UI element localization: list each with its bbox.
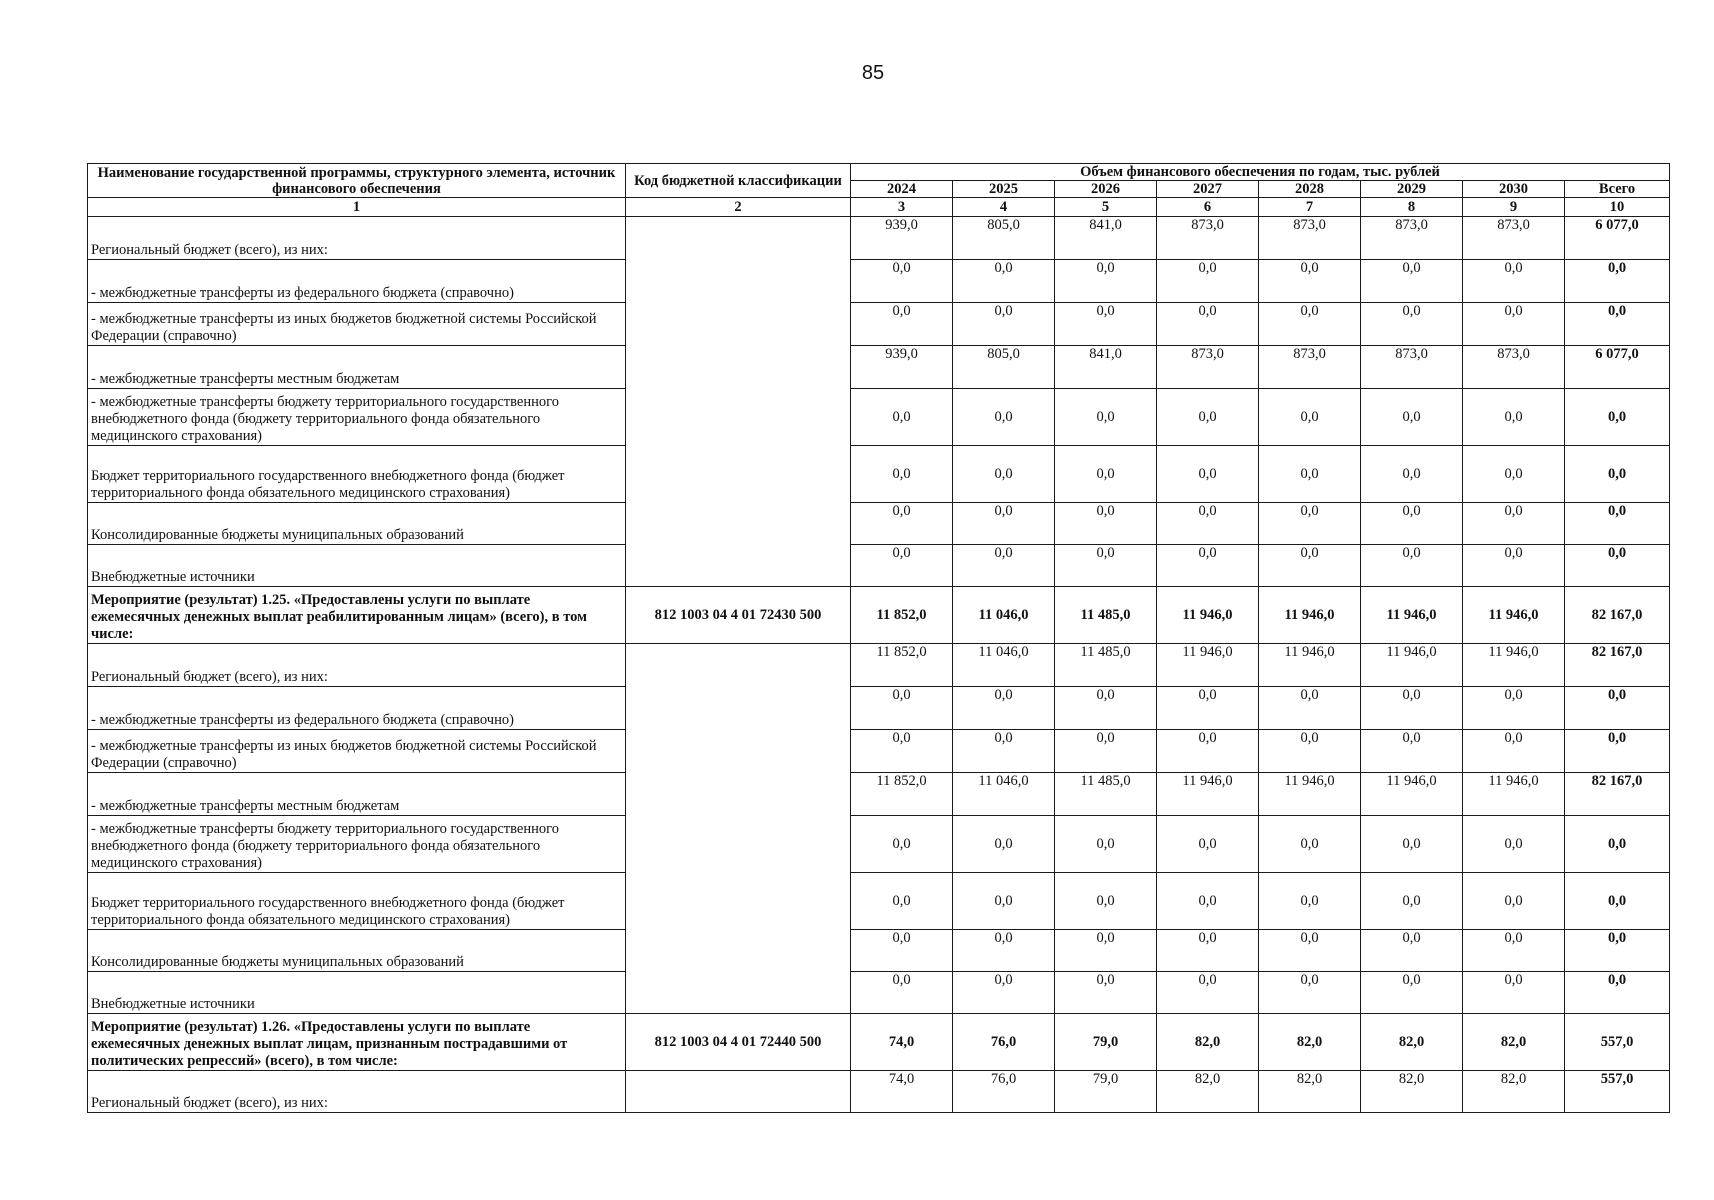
row-year-value: 0,0 xyxy=(1361,503,1463,545)
header-year: 2027 xyxy=(1157,181,1259,198)
row-year-value: 79,0 xyxy=(1055,1014,1157,1071)
row-name: - межбюджетные трансферты бюджету территориального государственного внебюджетного фонда (бюджету территориального фонда обязательного медицинского страхования) xyxy=(88,389,626,446)
row-year-value: 11 946,0 xyxy=(1259,644,1361,687)
row-year-value: 0,0 xyxy=(1361,816,1463,873)
row-year-value: 11 946,0 xyxy=(1361,773,1463,816)
column-number: 3 xyxy=(851,198,953,217)
row-year-value: 0,0 xyxy=(1157,930,1259,972)
row-year-value: 0,0 xyxy=(1361,730,1463,773)
header-financing-group: Объем финансового обеспечения по годам, тыс. рублей xyxy=(851,164,1670,181)
page-number: 85 xyxy=(861,62,885,84)
row-year-value: 0,0 xyxy=(851,687,953,730)
row-year-value: 0,0 xyxy=(1361,303,1463,346)
row-year-value: 0,0 xyxy=(1463,446,1565,503)
table-row xyxy=(88,1071,1670,1113)
row-year-value: 0,0 xyxy=(953,816,1055,873)
row-year-value: 0,0 xyxy=(1259,545,1361,587)
row-name: Региональный бюджет (всего), из них: xyxy=(88,1071,626,1113)
row-year-value: 0,0 xyxy=(1157,303,1259,346)
row-year-value: 11 852,0 xyxy=(851,773,953,816)
row-year-value: 0,0 xyxy=(953,730,1055,773)
row-year-value: 11 852,0 xyxy=(851,644,953,687)
row-year-value: 0,0 xyxy=(953,972,1055,1014)
row-year-value: 0,0 xyxy=(1157,389,1259,446)
row-name: Внебюджетные источники xyxy=(88,545,626,587)
row-year-value: 11 485,0 xyxy=(1055,644,1157,687)
row-year-value: 0,0 xyxy=(953,687,1055,730)
row-name: - межбюджетные трансферты из иных бюджетов бюджетной системы Российской Федерации (справочно) xyxy=(88,730,626,773)
row-name: Мероприятие (результат) 1.26. «Предоставлены услуги по выплате ежемесячных денежных выплат лицам, признанным пострадавшими от политических репрессий» (всего), в том числе: xyxy=(88,1014,626,1071)
row-year-value: 0,0 xyxy=(1157,873,1259,930)
table-row-measure xyxy=(88,1014,1670,1071)
row-year-value: 11 946,0 xyxy=(1361,587,1463,644)
column-number: 1 xyxy=(88,198,626,217)
header-year: 2030 xyxy=(1463,181,1565,198)
header-year: 2024 xyxy=(851,181,953,198)
table-row xyxy=(88,260,1670,303)
row-year-value: 0,0 xyxy=(1361,687,1463,730)
row-year-value: 0,0 xyxy=(1055,303,1157,346)
row-year-value: 0,0 xyxy=(1463,816,1565,873)
row-year-value: 0,0 xyxy=(1259,816,1361,873)
column-number: 7 xyxy=(1259,198,1361,217)
row-total-value: 82 167,0 xyxy=(1565,773,1670,816)
row-total-value: 0,0 xyxy=(1565,930,1670,972)
row-year-value: 0,0 xyxy=(1157,972,1259,1014)
row-budget-code xyxy=(626,217,851,587)
row-year-value: 74,0 xyxy=(851,1014,953,1071)
row-year-value: 11 946,0 xyxy=(1157,773,1259,816)
row-year-value: 0,0 xyxy=(953,389,1055,446)
table-row xyxy=(88,773,1670,816)
header-year: 2028 xyxy=(1259,181,1361,198)
row-year-value: 0,0 xyxy=(851,972,953,1014)
row-total-value: 82 167,0 xyxy=(1565,587,1670,644)
row-total-value: 82 167,0 xyxy=(1565,644,1670,687)
row-total-value: 0,0 xyxy=(1565,545,1670,587)
row-year-value: 0,0 xyxy=(1259,446,1361,503)
row-year-value: 11 946,0 xyxy=(1361,644,1463,687)
row-year-value: 11 946,0 xyxy=(1259,773,1361,816)
row-year-value: 0,0 xyxy=(953,260,1055,303)
row-name: Внебюджетные источники xyxy=(88,972,626,1014)
row-year-value: 0,0 xyxy=(1463,389,1565,446)
row-name: Бюджет территориального государственного внебюджетного фонда (бюджет территориального фонда обязательного медицинского страхования) xyxy=(88,873,626,930)
row-year-value: 0,0 xyxy=(1463,730,1565,773)
row-year-value: 873,0 xyxy=(1361,217,1463,260)
row-year-value: 0,0 xyxy=(1259,873,1361,930)
row-year-value: 0,0 xyxy=(1463,260,1565,303)
row-year-value: 0,0 xyxy=(953,303,1055,346)
row-year-value: 0,0 xyxy=(1055,930,1157,972)
row-name: - межбюджетные трансферты из иных бюджетов бюджетной системы Российской Федерации (справочно) xyxy=(88,303,626,346)
column-number: 6 xyxy=(1157,198,1259,217)
row-year-value: 0,0 xyxy=(1055,503,1157,545)
row-total-value: 0,0 xyxy=(1565,687,1670,730)
financing-table xyxy=(87,163,1670,1113)
row-name: Консолидированные бюджеты муниципальных образований xyxy=(88,503,626,545)
row-name: Бюджет территориального государственного внебюджетного фонда (бюджет территориального фонда обязательного медицинского страхования) xyxy=(88,446,626,503)
row-total-value: 0,0 xyxy=(1565,873,1670,930)
row-year-value: 76,0 xyxy=(953,1014,1055,1071)
row-name: - межбюджетные трансферты местным бюджетам xyxy=(88,773,626,816)
row-budget-code xyxy=(626,1071,851,1113)
row-year-value: 0,0 xyxy=(1157,730,1259,773)
row-year-value: 82,0 xyxy=(1463,1014,1565,1071)
column-number: 5 xyxy=(1055,198,1157,217)
table-row xyxy=(88,446,1670,503)
row-year-value: 0,0 xyxy=(851,260,953,303)
row-year-value: 11 946,0 xyxy=(1463,773,1565,816)
row-year-value: 0,0 xyxy=(851,730,953,773)
row-year-value: 0,0 xyxy=(1463,972,1565,1014)
table-row-measure xyxy=(88,587,1670,644)
table-body xyxy=(88,217,1670,1113)
row-year-value: 11 485,0 xyxy=(1055,773,1157,816)
row-year-value: 11 485,0 xyxy=(1055,587,1157,644)
table-row xyxy=(88,545,1670,587)
table-row xyxy=(88,930,1670,972)
row-total-value: 0,0 xyxy=(1565,303,1670,346)
column-number: 2 xyxy=(626,198,851,217)
row-year-value: 82,0 xyxy=(1463,1071,1565,1113)
table-row xyxy=(88,346,1670,389)
row-budget-code: 812 1003 04 4 01 72440 500 xyxy=(626,1014,851,1071)
row-budget-code xyxy=(626,644,851,1014)
row-year-value: 841,0 xyxy=(1055,346,1157,389)
row-year-value: 0,0 xyxy=(1361,389,1463,446)
row-year-value: 0,0 xyxy=(1463,873,1565,930)
row-year-value: 82,0 xyxy=(1361,1071,1463,1113)
row-year-value: 0,0 xyxy=(1463,503,1565,545)
row-total-value: 0,0 xyxy=(1565,503,1670,545)
row-year-value: 805,0 xyxy=(953,217,1055,260)
row-year-value: 0,0 xyxy=(1157,687,1259,730)
row-year-value: 873,0 xyxy=(1463,346,1565,389)
row-year-value: 0,0 xyxy=(1157,545,1259,587)
column-number: 9 xyxy=(1463,198,1565,217)
column-number: 8 xyxy=(1361,198,1463,217)
row-year-value: 0,0 xyxy=(1259,930,1361,972)
row-total-value: 557,0 xyxy=(1565,1014,1670,1071)
row-year-value: 873,0 xyxy=(1157,346,1259,389)
row-year-value: 11 046,0 xyxy=(953,587,1055,644)
row-year-value: 0,0 xyxy=(1259,730,1361,773)
row-year-value: 11 946,0 xyxy=(1157,644,1259,687)
row-year-value: 11 946,0 xyxy=(1157,587,1259,644)
table-row xyxy=(88,972,1670,1014)
row-year-value: 11 046,0 xyxy=(953,644,1055,687)
row-year-value: 939,0 xyxy=(851,217,953,260)
row-year-value: 11 946,0 xyxy=(1463,644,1565,687)
column-number: 10 xyxy=(1565,198,1670,217)
row-total-value: 0,0 xyxy=(1565,972,1670,1014)
row-year-value: 11 852,0 xyxy=(851,587,953,644)
row-year-value: 11 946,0 xyxy=(1463,587,1565,644)
row-budget-code: 812 1003 04 4 01 72430 500 xyxy=(626,587,851,644)
row-year-value: 0,0 xyxy=(1055,730,1157,773)
row-name: Региональный бюджет (всего), из них: xyxy=(88,217,626,260)
row-name: - межбюджетные трансферты бюджету территориального государственного внебюджетного фонда (бюджету территориального фонда обязательного медицинского страхования) xyxy=(88,816,626,873)
header-name: Наименование государственной программы, структурного элемента, источник финансового обеспечения xyxy=(88,164,626,198)
table-row xyxy=(88,816,1670,873)
table-row xyxy=(88,503,1670,545)
table-header xyxy=(88,164,1670,217)
table-row xyxy=(88,644,1670,687)
header-code: Код бюджетной классификации xyxy=(626,164,851,198)
table-row xyxy=(88,687,1670,730)
row-year-value: 0,0 xyxy=(953,930,1055,972)
row-name: - межбюджетные трансферты местным бюджетам xyxy=(88,346,626,389)
row-year-value: 0,0 xyxy=(1157,446,1259,503)
row-year-value: 0,0 xyxy=(1259,503,1361,545)
row-year-value: 0,0 xyxy=(1055,260,1157,303)
row-year-value: 79,0 xyxy=(1055,1071,1157,1113)
header-year: 2025 xyxy=(953,181,1055,198)
row-year-value: 0,0 xyxy=(953,446,1055,503)
row-total-value: 6 077,0 xyxy=(1565,346,1670,389)
row-year-value: 0,0 xyxy=(1157,816,1259,873)
row-year-value: 0,0 xyxy=(851,446,953,503)
table-row xyxy=(88,303,1670,346)
row-year-value: 0,0 xyxy=(1463,303,1565,346)
row-name: - межбюджетные трансферты из федерального бюджета (справочно) xyxy=(88,260,626,303)
header-total: Всего xyxy=(1565,181,1670,198)
row-name: - межбюджетные трансферты из федерального бюджета (справочно) xyxy=(88,687,626,730)
row-year-value: 0,0 xyxy=(1463,545,1565,587)
row-year-value: 873,0 xyxy=(1361,346,1463,389)
row-year-value: 82,0 xyxy=(1361,1014,1463,1071)
header-year: 2026 xyxy=(1055,181,1157,198)
row-year-value: 0,0 xyxy=(1055,972,1157,1014)
row-total-value: 0,0 xyxy=(1565,730,1670,773)
table-row xyxy=(88,217,1670,260)
row-year-value: 873,0 xyxy=(1463,217,1565,260)
row-total-value: 6 077,0 xyxy=(1565,217,1670,260)
row-year-value: 0,0 xyxy=(1055,545,1157,587)
row-year-value: 82,0 xyxy=(1259,1014,1361,1071)
row-year-value: 0,0 xyxy=(1157,260,1259,303)
column-number: 4 xyxy=(953,198,1055,217)
row-year-value: 873,0 xyxy=(1157,217,1259,260)
row-year-value: 0,0 xyxy=(851,816,953,873)
row-year-value: 74,0 xyxy=(851,1071,953,1113)
header-year: 2029 xyxy=(1361,181,1463,198)
row-name: Мероприятие (результат) 1.25. «Предоставлены услуги по выплате ежемесячных денежных выплат реабилитированным лицам» (всего), в том числе: xyxy=(88,587,626,644)
row-total-value: 0,0 xyxy=(1565,389,1670,446)
row-year-value: 0,0 xyxy=(1463,930,1565,972)
row-total-value: 0,0 xyxy=(1565,446,1670,503)
row-year-value: 0,0 xyxy=(1157,503,1259,545)
row-year-value: 0,0 xyxy=(1361,930,1463,972)
table-row xyxy=(88,389,1670,446)
row-year-value: 0,0 xyxy=(851,873,953,930)
row-year-value: 0,0 xyxy=(851,303,953,346)
row-year-value: 0,0 xyxy=(1055,687,1157,730)
row-year-value: 873,0 xyxy=(1259,346,1361,389)
row-year-value: 82,0 xyxy=(1157,1071,1259,1113)
row-year-value: 76,0 xyxy=(953,1071,1055,1113)
row-year-value: 0,0 xyxy=(1361,972,1463,1014)
row-year-value: 0,0 xyxy=(1259,687,1361,730)
row-year-value: 11 946,0 xyxy=(1259,587,1361,644)
row-year-value: 0,0 xyxy=(851,930,953,972)
row-total-value: 557,0 xyxy=(1565,1071,1670,1113)
row-year-value: 0,0 xyxy=(851,503,953,545)
row-year-value: 0,0 xyxy=(1055,446,1157,503)
row-year-value: 0,0 xyxy=(1055,389,1157,446)
row-year-value: 0,0 xyxy=(953,873,1055,930)
row-year-value: 0,0 xyxy=(1361,545,1463,587)
row-year-value: 0,0 xyxy=(1259,260,1361,303)
row-year-value: 939,0 xyxy=(851,346,953,389)
row-year-value: 0,0 xyxy=(1463,687,1565,730)
row-year-value: 0,0 xyxy=(1259,389,1361,446)
row-year-value: 82,0 xyxy=(1157,1014,1259,1071)
table-row xyxy=(88,730,1670,773)
row-year-value: 805,0 xyxy=(953,346,1055,389)
row-year-value: 0,0 xyxy=(1055,873,1157,930)
row-year-value: 0,0 xyxy=(851,389,953,446)
row-year-value: 0,0 xyxy=(953,545,1055,587)
row-total-value: 0,0 xyxy=(1565,816,1670,873)
row-name: Консолидированные бюджеты муниципальных образований xyxy=(88,930,626,972)
row-year-value: 0,0 xyxy=(851,545,953,587)
row-year-value: 0,0 xyxy=(1361,873,1463,930)
row-year-value: 0,0 xyxy=(953,503,1055,545)
row-year-value: 0,0 xyxy=(1361,260,1463,303)
row-year-value: 873,0 xyxy=(1259,217,1361,260)
row-year-value: 841,0 xyxy=(1055,217,1157,260)
row-year-value: 82,0 xyxy=(1259,1071,1361,1113)
row-year-value: 0,0 xyxy=(1055,816,1157,873)
row-total-value: 0,0 xyxy=(1565,260,1670,303)
table-row xyxy=(88,873,1670,930)
row-year-value: 0,0 xyxy=(1259,972,1361,1014)
row-year-value: 0,0 xyxy=(1259,303,1361,346)
row-year-value: 0,0 xyxy=(1361,446,1463,503)
row-year-value: 11 046,0 xyxy=(953,773,1055,816)
row-name: Региональный бюджет (всего), из них: xyxy=(88,644,626,687)
